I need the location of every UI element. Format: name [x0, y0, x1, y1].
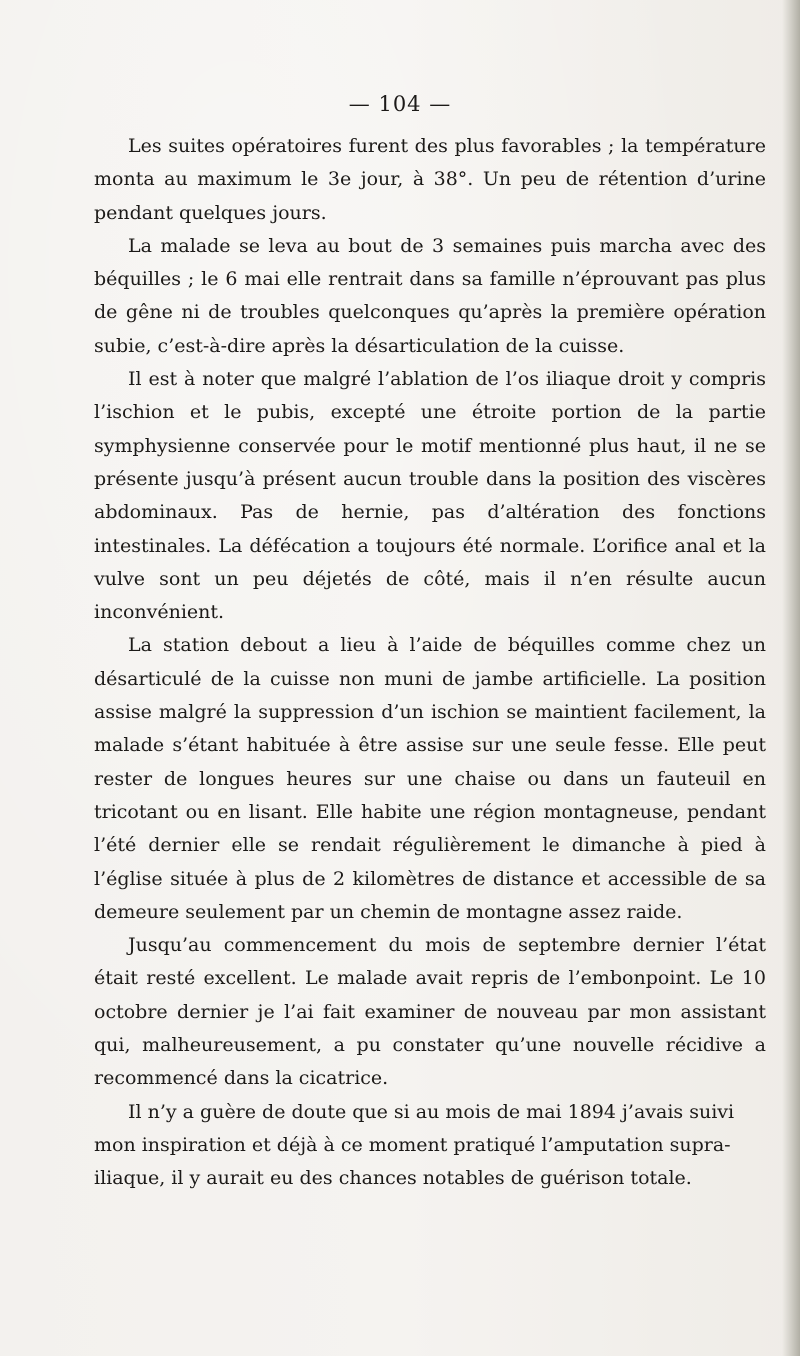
paragraph-3: Il est à noter que malgré l’ablation de l’os iliaque droit y compris l’ischion et le pubis, excepté une étroite portion de la partie symphysienne conservée pour le motif mentionné plus haut, il ne se présente jusqu’à présent aucun trouble dans la position des viscères abdominaux. Pas de hernie, pas d’altération des fonctions intestinales. La défécation a toujours été normale. L’orifice anal et la vulve sont un peu déjetés de côté, mais il n’en résulte aucun inconvénient.	[94, 368, 766, 624]
page-number: — 104 —	[348, 92, 452, 116]
paragraph-5: Jusqu’au commencement du mois de septembre dernier l’état était resté excellent. Le malade avait repris de l’embonpoint. Le 10 octobre dernier je l’ai fait examiner de nouveau par mon assistant qui, malheureusement, a pu constater qu’une nouvelle récidive a recommencé dans la cicatrice.	[94, 934, 766, 1090]
paragraph-4: La station debout a lieu à l’aide de béquilles comme chez un désarticulé de la cuisse non muni de jambe artificielle. La position assise malgré la suppression d’un ischion se maintient facilement, la malade s’étant habituée à être assise sur une seule fesse. Elle peut rester de longues heures sur une chaise ou dans un fauteuil en tricotant ou en lisant. Elle habite une région montagneuse, pendant l’été dernier elle se rendait régulièrement le dimanche à pied à l’église située à plus de 2 kilomètres de distance et accessible de sa demeure seulement par un chemin de montagne assez raide.	[94, 634, 766, 923]
paragraph-1: Les suites opératoires furent des plus favorables ; la température monta au maximum le 3e jour, à 38°. Un peu de rétention d’urine pendant quelques jours.	[94, 135, 766, 224]
paragraph-6: Il n’y a guère de doute que si au mois de mai 1894 j’avais suivi mon inspiration et déjà à ce moment pratiqué l’amputation supra-iliaque, il y aurait eu des chances notables de guérison totale.	[94, 1100, 735, 1190]
paragraph-2: La malade se leva au bout de 3 semaines puis marcha avec des béquilles ; le 6 mai elle rentrait dans sa famille n’éprouvant pas plus de gêne ni de troubles quelconques qu’après la première opération subie, c’est-à-dire après la désarticulation de la cuisse.	[94, 234, 766, 357]
page-edge-shadow	[782, 0, 800, 1356]
body-text	[94, 130, 766, 1196]
